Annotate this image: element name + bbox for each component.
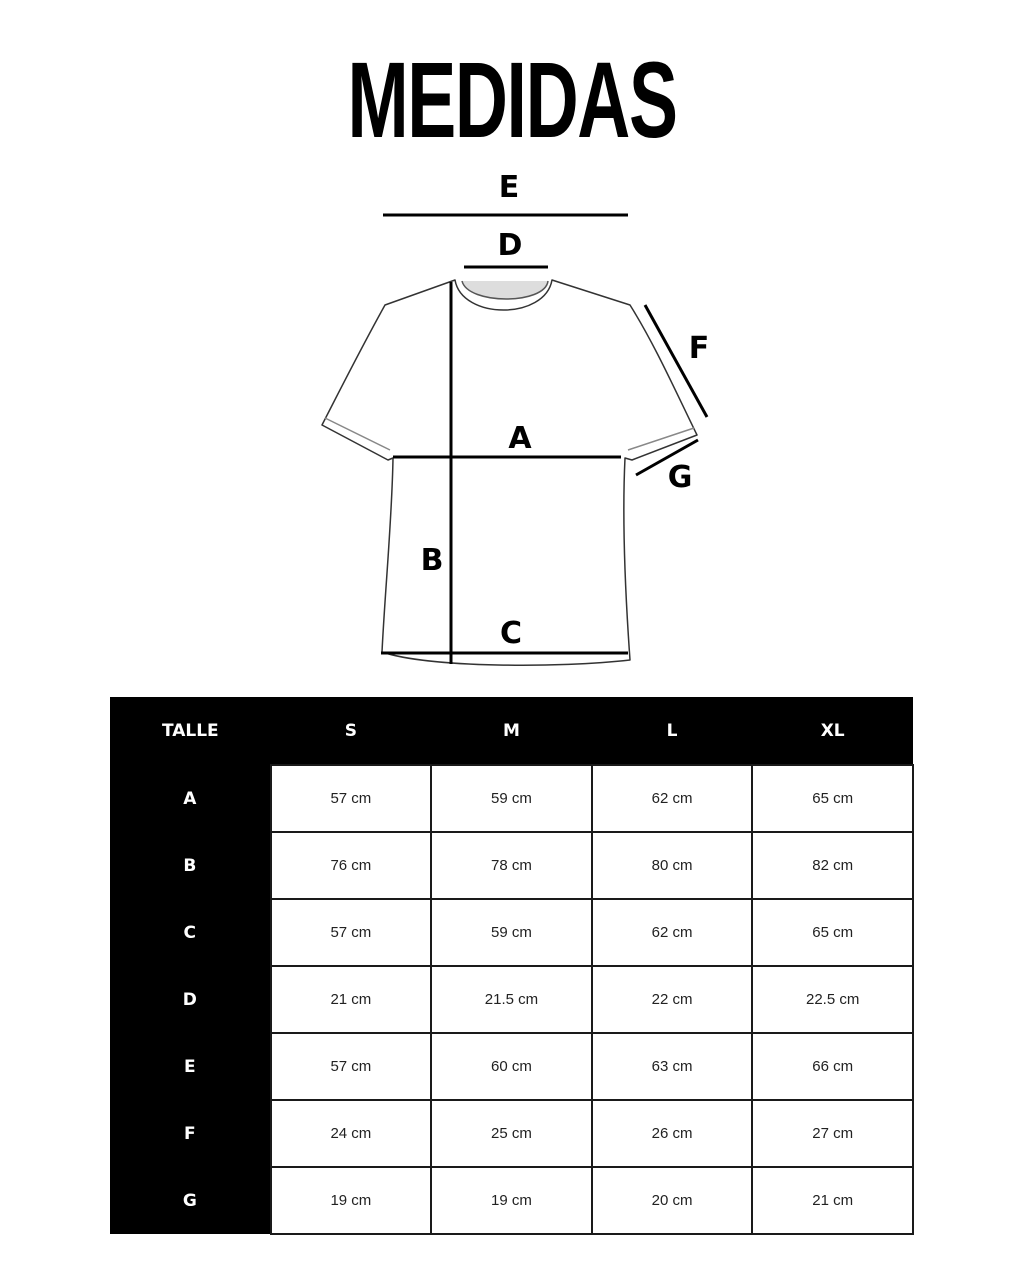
table-cell: 57 cm xyxy=(271,765,432,832)
label-b: B xyxy=(420,543,444,578)
row-label: B xyxy=(110,832,271,899)
label-a: A xyxy=(508,421,532,456)
row-label: C xyxy=(110,899,271,966)
header-m: M xyxy=(431,697,592,765)
table-cell: 76 cm xyxy=(271,832,432,899)
table-cell: 21.5 cm xyxy=(431,966,592,1033)
table-cell: 22 cm xyxy=(592,966,753,1033)
table-row xyxy=(110,765,913,832)
table-cell: 24 cm xyxy=(271,1100,432,1167)
label-f: F xyxy=(688,331,710,366)
table-cell: 62 cm xyxy=(592,765,753,832)
row-label: D xyxy=(110,966,271,1033)
header-xl: XL xyxy=(752,697,913,765)
row-label: E xyxy=(110,1033,271,1100)
header-talle: TALLE xyxy=(110,697,271,765)
table-row xyxy=(110,899,913,966)
row-label: A xyxy=(110,765,271,832)
table-cell: 66 cm xyxy=(752,1033,913,1100)
table-cell: 20 cm xyxy=(592,1167,753,1234)
label-g: G xyxy=(667,460,693,495)
page-title-text: MEDIDAS xyxy=(347,39,677,160)
table-cell: 21 cm xyxy=(752,1167,913,1234)
table-cell: 62 cm xyxy=(592,899,753,966)
table-cell: 19 cm xyxy=(431,1167,592,1234)
table-cell: 57 cm xyxy=(271,1033,432,1100)
table-row xyxy=(110,1167,913,1234)
header-l: L xyxy=(592,697,753,765)
table-cell: 27 cm xyxy=(752,1100,913,1167)
table-cell: 26 cm xyxy=(592,1100,753,1167)
table-cell: 22.5 cm xyxy=(752,966,913,1033)
row-label: F xyxy=(110,1100,271,1167)
table-cell: 80 cm xyxy=(592,832,753,899)
table-cell: 59 cm xyxy=(431,899,592,966)
table-header-row xyxy=(110,697,913,765)
label-c: C xyxy=(499,616,523,651)
table-cell: 65 cm xyxy=(752,899,913,966)
table-cell: 59 cm xyxy=(431,765,592,832)
label-d: D xyxy=(497,228,523,263)
size-table xyxy=(110,697,914,1235)
table-cell: 60 cm xyxy=(431,1033,592,1100)
table-cell: 78 cm xyxy=(431,832,592,899)
table-cell: 57 cm xyxy=(271,899,432,966)
table-cell: 82 cm xyxy=(752,832,913,899)
table-cell: 63 cm xyxy=(592,1033,753,1100)
header-s: S xyxy=(271,697,432,765)
table-row xyxy=(110,1100,913,1167)
table-row xyxy=(110,966,913,1033)
table-cell: 65 cm xyxy=(752,765,913,832)
table-row xyxy=(110,1033,913,1100)
label-e: E xyxy=(498,170,520,205)
table-cell: 25 cm xyxy=(431,1100,592,1167)
table-cell: 21 cm xyxy=(271,966,432,1033)
table-row xyxy=(110,832,913,899)
row-label: G xyxy=(110,1167,271,1234)
table-cell: 19 cm xyxy=(271,1167,432,1234)
